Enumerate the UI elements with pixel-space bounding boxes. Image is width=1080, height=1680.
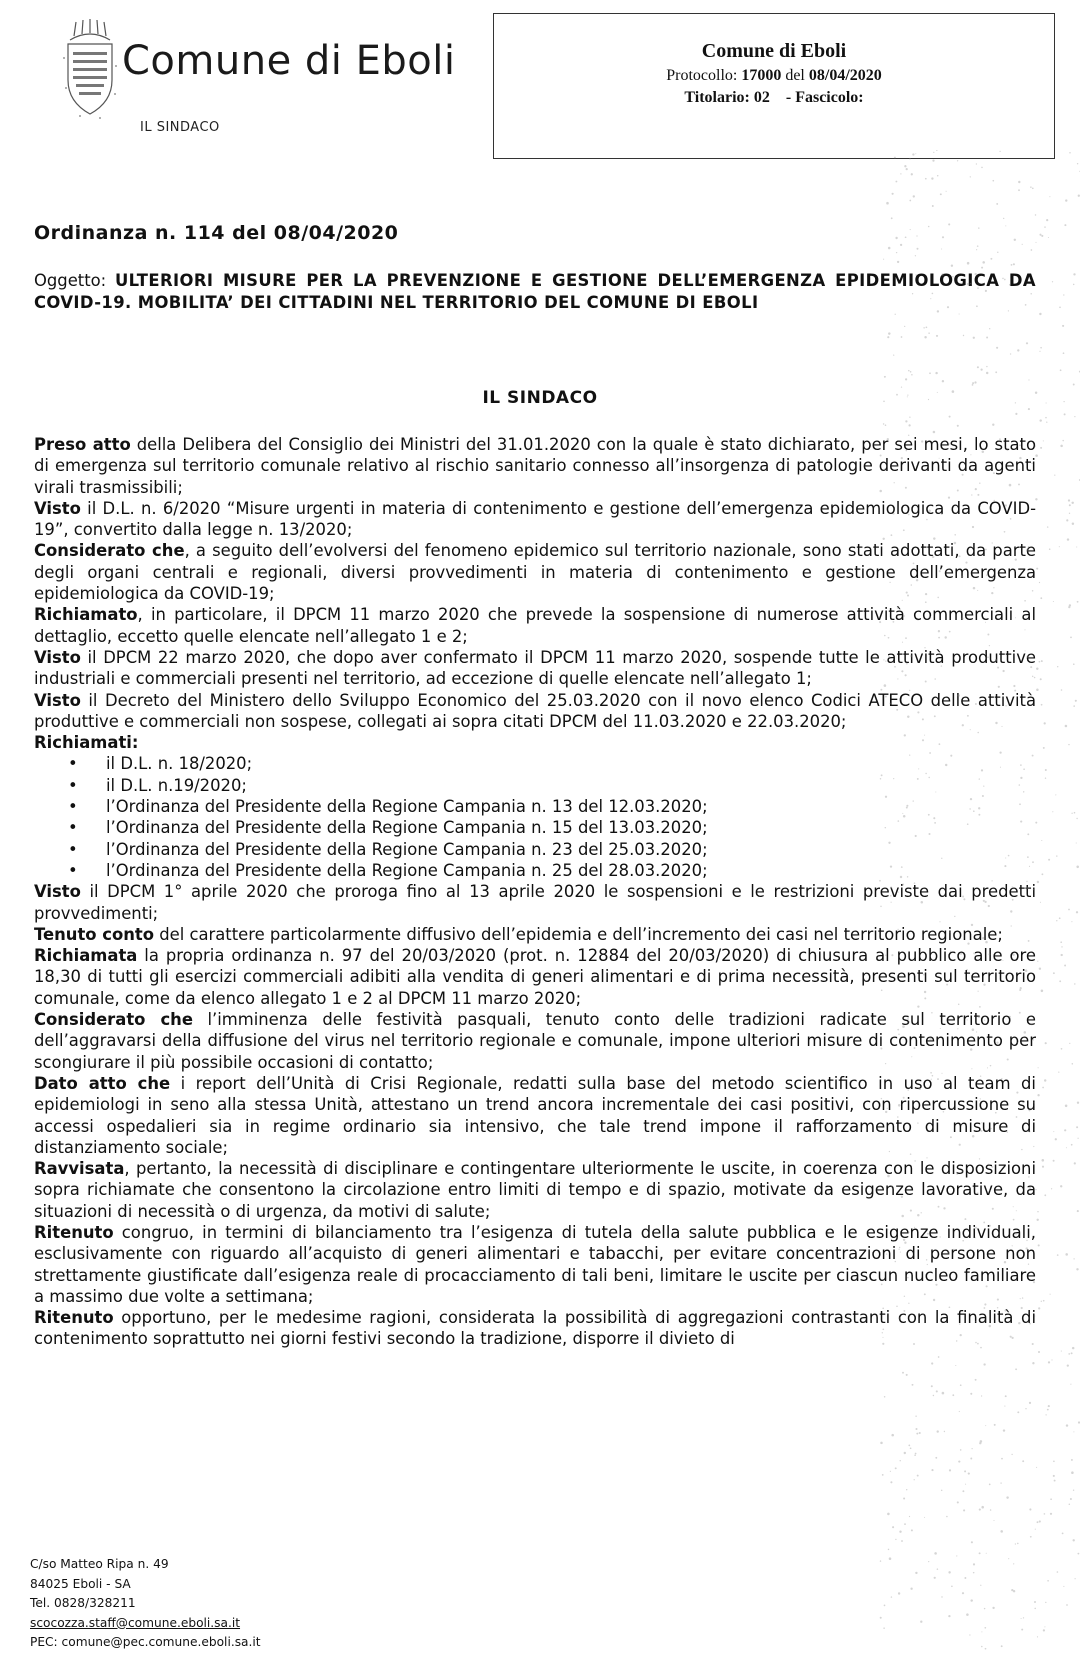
protocol-box-title: Comune di Eboli — [701, 40, 847, 62]
list-item — [34, 796, 1036, 817]
section-heading: IL SINDACO — [482, 388, 598, 408]
fascicolo-label: - Fascicolo: — [785, 89, 864, 106]
premise-keyword: Visto — [34, 882, 81, 902]
protocollo-label: Protocollo: — [666, 67, 738, 84]
premise-keyword: Considerato che — [34, 1010, 193, 1030]
footer-pec: PEC: comune@pec.comune.eboli.sa.it — [30, 1635, 261, 1650]
premise-paragraph — [34, 647, 1036, 690]
premise-keyword: Visto — [34, 647, 81, 667]
oggetto-block — [34, 270, 1036, 314]
footer-email-link[interactable]: scocozza.staff@comune.eboli.sa.it — [30, 1615, 241, 1630]
protocol-box — [493, 13, 1055, 159]
premise-keyword: Tenuto conto — [34, 924, 154, 944]
titolario-label: Titolario: — [684, 89, 750, 106]
premise-keyword: Visto — [34, 498, 81, 518]
titolario-value: 02 — [753, 89, 770, 106]
bullet-icon: • — [68, 818, 78, 838]
bullet-icon: • — [68, 860, 78, 880]
premises-list-2 — [34, 881, 1036, 1350]
premise-keyword: Ritenuto — [34, 1308, 114, 1328]
protocollo-date: 08/04/2020 — [808, 67, 882, 84]
premise-keyword: Ravvisata — [34, 1159, 125, 1179]
bullet-icon: • — [68, 754, 78, 774]
del-label: del — [785, 67, 805, 84]
protocol-line — [494, 67, 1054, 85]
municipal-crest-logo — [60, 18, 122, 122]
premise-paragraph — [34, 945, 1036, 1009]
footer-address: C/so Matteo Ripa n. 49 — [30, 1557, 169, 1571]
bullet-icon: • — [68, 775, 78, 795]
premise-keyword: Richiamato — [34, 605, 138, 625]
richiamati-label: Richiamati: — [34, 733, 139, 753]
premise-text: i report dell’Unità di Crisi Regionale, redatti sulla base del metodo scientifico in uso al team di epidemiologi in seno alla stessa Unità, attestano un trend ancora incrementale dei casi positivi, con ripercussione su accessi ospedalieri sia in regime ordinario sia intensivo, che tale trend impone il rafforzamento di misure di distanziamento sociale; — [34, 1073, 1036, 1157]
premise-text: , a seguito dell’evolversi del fenomeno epidemico sul territorio nazionale, sono stati adottati, da parte degli organi centrali e regionali, diversi provvedimenti in materia di contenimento e gestione dell’emergenza epidemiologica da COVID-19; — [34, 541, 1036, 604]
titolario-line — [494, 89, 1054, 107]
list-item-text: il D.L. n.19/2020; — [106, 775, 247, 795]
list-item — [34, 839, 1036, 860]
premise-paragraph — [34, 434, 1036, 498]
list-item — [34, 817, 1036, 838]
premise-text: della Delibera del Consiglio dei Ministri del 31.01.2020 con la quale è stato dichiarato, per sei mesi, lo stato di emergenza sul territorio comunale relativo al rischio sanitario connesso all’insorgenza di patologie derivanti da agenti virali trasmissibili; — [34, 435, 1036, 497]
premise-paragraph — [34, 1073, 1036, 1158]
premise-paragraph — [34, 1307, 1036, 1350]
premise-keyword: Visto — [34, 690, 81, 710]
oggetto-label: Oggetto: — [34, 271, 107, 290]
premise-paragraph — [34, 604, 1036, 647]
premise-text: il DPCM 1° aprile 2020 che proroga fino al 13 aprile 2020 le sospensioni e le restrizioni previste dai predetti provvedimenti; — [34, 882, 1036, 923]
richiamati-list — [34, 753, 1036, 881]
list-item — [34, 860, 1036, 881]
premise-keyword: Preso atto — [34, 435, 131, 454]
premise-paragraph — [34, 690, 1036, 733]
list-item — [34, 775, 1036, 796]
premise-text: la propria ordinanza n. 97 del 20/03/2020 (prot. n. 12884 del 20/03/2020) di chiusura al pubblico alle ore 18,30 di tutti gli esercizi commerciali adibiti alla vendita di generi alimentari e di prima necessità, presenti sul territorio comunale, come da elenco allegato 1 e 2 al DPCM 11 marzo 2020; — [34, 946, 1036, 1008]
premise-paragraph — [34, 1222, 1036, 1307]
footer-contacts — [30, 1555, 261, 1653]
bullet-icon: • — [68, 797, 78, 817]
premise-keyword: Richiamata — [34, 946, 138, 966]
comune-title: Comune di Eboli — [122, 38, 456, 84]
list-item — [34, 753, 1036, 774]
premise-text: l’imminenza delle festività pasquali, tenuto conto delle tradizioni radicate sul territorio e dell’aggravarsi della diffusione del virus nel territorio regionale e comunale, impone ulteriori misure di contenimento per scongiurare il più possibile occasioni di contatto; — [34, 1010, 1036, 1072]
premises-list-1 — [34, 434, 1036, 732]
premise-paragraph — [34, 1009, 1036, 1073]
premise-text: il D.L. n. 6/2020 “Misure urgenti in materia di contenimento e gestione dell’emergenza epidemiologica da COVID-19”, convertito dalla legge n. 13/2020; — [34, 498, 1036, 540]
bullet-icon: • — [68, 839, 78, 859]
premise-text: del carattere particolarmente diffusivo dell’epidemia e dell’incremento dei casi nel territorio regionale; — [154, 924, 1003, 944]
premise-paragraph — [34, 1158, 1036, 1222]
footer-tel: Tel. 0828/328211 — [30, 1596, 136, 1611]
footer-city: 84025 Eboli - SA — [30, 1576, 131, 1591]
ordinance-body — [34, 434, 1036, 1350]
sindaco-label: IL SINDACO — [140, 120, 220, 135]
list-item-text: l’Ordinanza del Presidente della Regione Campania n. 25 del 28.03.2020; — [106, 860, 708, 880]
oggetto-text: ULTERIORI MISURE PER LA PREVENZIONE E GESTIONE DELL’EMERGENZA EPIDEMIOLOGICA DA COVID-19. MOBILITA’ DEI CITTADINI NEL TERRITORIO DEL COMUNE DI EBOLI — [34, 271, 1037, 312]
premise-keyword: Ritenuto — [34, 1222, 114, 1242]
premise-text: , in particolare, il DPCM 11 marzo 2020 che prevede la sospensione di numerose attività commerciali al dettaglio, eccetto quelle elencate nell’allegato 1 e 2; — [34, 605, 1036, 646]
premise-paragraph — [34, 924, 1036, 945]
premise-text: il DPCM 22 marzo 2020, che dopo aver confermato il DPCM 11 marzo 2020, sospende tutte le attività produttive industriali e commerciali presenti nel territorio, ad eccezione di quelle elencate nell’allegato 1; — [34, 647, 1036, 689]
list-item-text: l’Ordinanza del Presidente della Regione Campania n. 23 del 25.03.2020; — [106, 839, 708, 859]
premise-text: congruo, in termini di bilanciamento tra l’esigenza di tutela della salute pubblica e le esigenze individuali, esclusivamente con riguardo all’acquisto di generi alimentari e tabacchi, per evitare concentrazioni di persone non strettamente giustificate dall’esigenza reale di procacciamento di tali beni, limitare le uscite per ciascun nucleo familiare a massimo due volte a settimana; — [34, 1222, 1036, 1306]
premise-keyword: Dato atto che — [34, 1073, 171, 1093]
premise-paragraph — [34, 498, 1036, 541]
premise-keyword: Considerato che — [34, 541, 185, 561]
ordinanza-title: Ordinanza n. 114 del 08/04/2020 — [34, 222, 399, 244]
premise-paragraph — [34, 540, 1036, 604]
premise-text: opportuno, per le medesime ragioni, considerata la possibilità di aggregazioni contrastanti con la finalità di contenimento soprattutto nei giorni festivi secondo la tradizione, disporre il divieto di — [34, 1308, 1036, 1349]
premise-text: , pertanto, la necessità di disciplinare e contingentare ulteriormente le uscite, in coerenza con le disposizioni sopra richiamate che consentono la circolazione entro limiti di tempo e di spazio, motivate da esigenze lavorative, da situazioni di necessità o di urgenza, da motivi di salute; — [34, 1159, 1036, 1221]
premise-paragraph — [34, 881, 1036, 924]
list-item-text: l’Ordinanza del Presidente della Regione Campania n. 13 del 12.03.2020; — [106, 797, 708, 817]
list-item-text: il D.L. n. 18/2020; — [106, 754, 253, 774]
protocollo-number: 17000 — [741, 67, 782, 84]
premise-text: il Decreto del Ministero dello Sviluppo Economico del 25.03.2020 con il novo elenco Codici ATECO delle attività produttive e commerciali non sospese, collegati ai sopra citati DPCM del 11.03.2020 e 22.03.2020; — [34, 690, 1036, 731]
list-item-text: l’Ordinanza del Presidente della Regione Campania n. 15 del 13.03.2020; — [106, 818, 708, 838]
